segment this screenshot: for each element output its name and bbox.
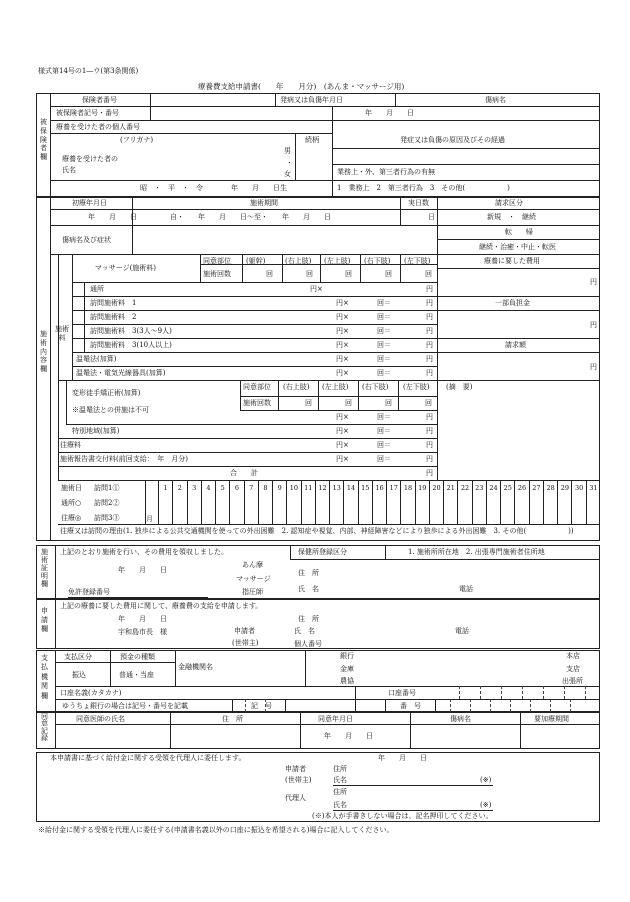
yen-times: 円× (310, 285, 323, 293)
delegation-text: 本申請書に基づく給付金に関する受領を代理人に委任します。 (50, 754, 246, 762)
yen-unit: 円 (426, 413, 433, 421)
remarks-label: (摘 要) (446, 383, 473, 391)
agent-name: 氏名 (333, 801, 347, 809)
calendar-day (586, 480, 600, 524)
cert-name: 氏 名 (298, 585, 319, 593)
calendar-day (571, 480, 585, 524)
digit-separator (564, 686, 565, 699)
digit-separator (480, 686, 481, 699)
calendar-day-number: 16 (375, 484, 384, 492)
times-equals: 回＝ (377, 441, 391, 449)
calendar-day-number: 4 (206, 484, 211, 492)
yen-unit: 円 (426, 299, 433, 307)
calendar-day-number: 3 (192, 484, 197, 492)
birth-date: 昭 ・ 平 ・ 令 年 月 日生 (140, 184, 287, 192)
delegation-seal-1: (※) (480, 776, 492, 784)
delegation-seal-2: (※) (480, 801, 492, 809)
count-unit: 回 (305, 399, 312, 407)
digit-separator (530, 699, 531, 712)
calendar-day (372, 480, 386, 524)
footnote: ※給付金に関する受領を代理人に委任する(申請書名義以外の口座に振込を希望される)場合に記入してください。 (38, 826, 394, 834)
count-unit: 回 (425, 399, 432, 407)
digit-separator (450, 699, 451, 712)
calendar-day (429, 480, 443, 524)
female-label: 女 (284, 170, 291, 178)
yen-unit: 円 (426, 369, 433, 377)
bank-type-bank: 銀行 (340, 652, 354, 660)
sex-separator: ・ (286, 159, 293, 167)
yen-unit: 円 (426, 327, 433, 335)
mayor-address: 宇和島市長 様 (118, 628, 167, 636)
yen-times: 円× (336, 299, 349, 307)
clinic-reg-label: 保健所登録区分 (298, 548, 347, 556)
digit-separator (459, 686, 460, 699)
part-left-leg: (左下肢) (403, 383, 430, 391)
yen-times: 円× (336, 355, 349, 363)
treatment-need-label: 要加療期間 (534, 715, 569, 723)
count-unit: 回 (385, 270, 392, 278)
warm-compress: 温罨法(加算) (76, 355, 117, 363)
calendar-day (457, 480, 471, 524)
days-label: 実日数 (408, 199, 429, 207)
calendar-day-number: 8 (263, 484, 268, 492)
digit-separator (570, 699, 571, 712)
application-text: 上記の療養に要した費用に関して、療養費の支給を申請します。 (60, 602, 263, 610)
calendar-day (543, 480, 557, 524)
yen-times: 円× (336, 441, 349, 449)
calendar-day-number: 26 (517, 484, 527, 492)
calendar-day (301, 480, 315, 524)
count-unit: 回 (425, 270, 432, 278)
yen-unit: 円 (426, 285, 433, 293)
calendar-day (386, 480, 400, 524)
tsuusho-label: 通所 (90, 285, 104, 293)
yen-times: 円× (336, 427, 349, 435)
calendar-day-number: 11 (304, 484, 313, 492)
calendar-day (358, 480, 372, 524)
calendar-day (158, 480, 172, 524)
calendar-day-number: 5 (220, 484, 225, 492)
yen-unit: 円 (426, 441, 433, 449)
part-right-arm: (右上肢) (283, 383, 310, 391)
calendar-day (486, 480, 500, 524)
treatment-count-label: 施術回数 (243, 399, 271, 407)
onset-date-value: 年 月 日 (365, 109, 414, 117)
calendar-day (400, 480, 414, 524)
part-right-arm: (右上肢) (285, 257, 312, 265)
cert-date: 年 月 日 (118, 566, 167, 574)
yen-unit: 円 (426, 341, 433, 349)
calendar-visit1: 訪問1① (94, 484, 120, 492)
times-equals: 回＝ (377, 327, 391, 335)
yen-unit: 円 (426, 355, 433, 363)
insurer-number-label: 保険者番号 (82, 96, 117, 104)
yen-unit: 円 (426, 455, 433, 463)
first-date-label: 初療年月日 (72, 199, 107, 207)
outcome-label: 転 帰 (505, 228, 533, 236)
relation-label: 続柄 (305, 136, 319, 144)
yen-times: 円× (336, 341, 349, 349)
calendar-days (158, 480, 600, 524)
consent-doctor-label: 同意医師の氏名 (76, 715, 125, 723)
calendar-day (286, 480, 300, 524)
consent-part-label: 同意部位 (243, 383, 271, 391)
part-left-arm: (左上肢) (324, 257, 351, 265)
deformity-correction: 変形徒手矯正術(加算) (72, 389, 141, 397)
claim-new-continue: 新規 ・ 継続 (487, 213, 536, 221)
yucho-symbol-label: 記 号 (251, 702, 272, 710)
yen-times: 円× (336, 313, 349, 321)
diagnosis-label: 傷病名及び症状 (62, 236, 111, 244)
times-equals: 回＝ (377, 355, 391, 363)
calendar-day-number: 23 (475, 484, 484, 492)
total-label: 合 計 (230, 469, 258, 477)
calendar-day-number: 10 (289, 484, 299, 492)
cert-address: 住 所 (298, 569, 319, 577)
yen-unit: 円 (590, 278, 597, 286)
delegation-applicant: 申請者 (285, 765, 306, 773)
consent-part-label: 同意部位 (203, 257, 231, 265)
license-number: 免許登録番号 (68, 588, 110, 596)
bank-name-label: 金融機関名 (178, 663, 213, 671)
delegation-householder: (世帯主) (285, 776, 312, 784)
account-number-label: 口座番号 (388, 689, 416, 697)
householder-label: (世帯主) (232, 639, 259, 647)
calendar-day-number: 19 (418, 484, 427, 492)
calendar-day (229, 480, 243, 524)
yucho-number-label: 番 号 (400, 702, 421, 710)
times-equals: 回＝ (377, 413, 391, 421)
count-unit: 回 (306, 270, 313, 278)
bank-type-kinko: 金庫 (340, 665, 354, 673)
agent-address: 住所 (333, 788, 347, 796)
times-equals: 回＝ (377, 313, 391, 321)
calendar-day-number: 22 (460, 484, 470, 492)
calendar-day (258, 480, 272, 524)
calendar-day-number: 1 (163, 484, 168, 492)
visit-fee-1: 訪問施術料 1 (90, 299, 137, 307)
consent-disease-label: 傷病名 (450, 715, 471, 723)
consent-address-label: 住 所 (222, 715, 243, 723)
treatment-count-label: 施術回数 (203, 270, 231, 278)
calendar-day-number: 9 (277, 484, 282, 492)
part-left-arm: (左上肢) (322, 383, 349, 391)
count-unit: 回 (345, 399, 352, 407)
times-equals: 回＝ (377, 369, 391, 377)
calendar-day (315, 480, 329, 524)
calendar-outpatient: 通所○ (61, 499, 82, 507)
special-area: 特別地域(加算) (72, 427, 120, 435)
times-equals: 回＝ (377, 455, 391, 463)
delegation-date: 年 月 日 (378, 754, 427, 762)
report-fee: 施術報告書交付料(前回支給： 年 月分) (60, 455, 188, 463)
form-reference: 様式第14号の1―ウ(第3条関係) (38, 67, 139, 75)
calendar-day-number: 30 (574, 484, 584, 492)
cost-label: 療養に要した費用 (484, 257, 540, 265)
cert-tel: 電話 (459, 585, 473, 593)
calendar-day-number: 31 (589, 484, 598, 492)
applicant-label: 申請者 (234, 627, 255, 635)
copay-label: 一部負担金 (495, 299, 530, 307)
days-unit: 日 (428, 213, 435, 221)
consent-side-label: 同意記録 (41, 712, 48, 743)
claim-type-label: 請求区分 (495, 199, 523, 207)
calendar-head: 施術日 (61, 484, 82, 492)
visit-fee-3b: 訪問施術料 3(10人以上) (90, 341, 172, 349)
payment-side-label: 支払機関欄 (41, 654, 48, 700)
calendar-day (472, 480, 486, 524)
calendar-day-number: 18 (403, 484, 413, 492)
calendar-day (187, 480, 201, 524)
treatment-side-label: 施術内容欄 (40, 330, 47, 373)
calendar-day-number: 15 (361, 484, 370, 492)
payment-method-label: 支払区分 (64, 653, 92, 661)
insured-symbol-label: 被保険者記号・番号 (56, 109, 119, 117)
consent-date-value: 年 月 日 (324, 732, 373, 740)
count-unit: 回 (345, 270, 352, 278)
yen-unit: 円 (426, 469, 433, 477)
form-title: 療養費支給申請書( 年 月分) (あんま・マッサージ用) (198, 82, 405, 91)
clinic-reg-options: 1. 施術所所在地 2. 出張専門施術者住所地 (408, 548, 545, 556)
count-unit: 回 (385, 399, 392, 407)
warm-compress-electric: 温罨法・電気光線器具(加算) (76, 369, 166, 377)
calendar-visit3: 訪問3③ (94, 514, 120, 522)
visit-reason: 往療又は訪問の理由(1. 独歩による公共交通機関を使っての外出困難 2. 認知症や視覚、内部、神経障害などにより独歩による外出困難 3. その他( )) (60, 527, 574, 535)
times-equals: 回＝ (377, 341, 391, 349)
application-side-label: 申請欄 (41, 607, 48, 633)
calendar-day (415, 480, 429, 524)
digit-separator (265, 699, 266, 712)
yen-times: 円× (336, 369, 349, 377)
calendar-day-number: 21 (446, 484, 455, 492)
personal-number-label: 療養を受けた者の個人番号 (56, 123, 140, 131)
claim-amount-label: 請求額 (505, 341, 526, 349)
calendar-day-number: 2 (177, 484, 182, 492)
yen-times: 円× (336, 455, 349, 463)
branch-main: 本店 (566, 652, 580, 660)
delegation-note: (※)本人が手書きしない場合は、記名押印してください。 (312, 812, 493, 820)
insured-section (36, 93, 600, 197)
visit-fee-3a: 訪問施術料 3(3人～9人) (90, 327, 172, 335)
part-left-leg: (左下肢) (404, 257, 431, 265)
calendar-day-number: 24 (489, 484, 498, 492)
applicant-address: 住 所 (298, 615, 319, 623)
massage-label: マッサージ(施術料) (95, 264, 157, 272)
calendar-day (215, 480, 229, 524)
deposit-type: 普通・当座 (119, 671, 154, 679)
delegation-name: 氏名 (333, 776, 347, 784)
period-label: 施術期間 (250, 199, 278, 207)
calendar-month: 月 (146, 515, 153, 523)
visit-fee-2: 訪問施術料 2 (90, 313, 137, 321)
digit-separator (510, 699, 511, 712)
calendar-day-number: 14 (346, 484, 356, 492)
applicant-personal-number: 個人番号 (294, 640, 322, 648)
furigana-label: (フリガナ) (120, 136, 154, 144)
calendar-day-number: 25 (503, 484, 512, 492)
digit-separator (543, 686, 544, 699)
period-value: 自・ 年 月 日～至・ 年 月 日 (170, 213, 331, 221)
yen-unit: 円 (590, 363, 597, 371)
cert-text: 上記のとおり施術を行い、その費用を領収しました。 (60, 548, 228, 556)
calendar-day (557, 480, 571, 524)
calendar-day-number: 28 (546, 484, 555, 492)
yen-times: 円× (336, 327, 349, 335)
insured-side-label: 被保険者欄 (40, 118, 47, 161)
digit-separator (245, 699, 246, 712)
travel-fee: 往療料 (60, 441, 81, 449)
calendar-day-number: 6 (234, 484, 239, 492)
ama-label: あん摩 (242, 561, 263, 569)
calendar-day (343, 480, 357, 524)
calendar-day-number: 29 (560, 484, 569, 492)
calendar-day-number: 13 (332, 484, 341, 492)
digit-separator (585, 686, 586, 699)
calendar-day-number: 7 (249, 484, 254, 492)
digit-separator (470, 699, 471, 712)
injury-options: 1 業務上 2 第三者行為 3 その他( ) (337, 184, 510, 192)
disease-label: 傷病名 (485, 96, 506, 104)
calendar-day-number: 12 (318, 484, 327, 492)
applicant-tel: 電話 (455, 627, 469, 635)
calendar-day (172, 480, 186, 524)
consent-date-label: 同意年月日 (318, 715, 353, 723)
calendar-day (443, 480, 457, 524)
delegation-address: 住所 (333, 765, 347, 773)
fee-side-label: 施術料 (55, 325, 69, 342)
shiatsu-label: 指圧師 (242, 588, 263, 596)
part-trunk: (躯幹) (246, 257, 266, 265)
calendar-day-number: 20 (432, 484, 441, 492)
calendar-day-number: 17 (389, 484, 398, 492)
digit-separator (550, 699, 551, 712)
payment-transfer: 振込 (72, 671, 86, 679)
part-right-leg: (右下肢) (364, 257, 391, 265)
cause-label: 発症又は負傷の原因及びその経過 (400, 136, 505, 144)
calendar-day (329, 480, 343, 524)
times-equals: 回＝ (377, 427, 391, 435)
calendar-visit2: 訪問2② (94, 499, 120, 507)
onset-date-label: 発病又は負傷年月日 (280, 96, 343, 104)
outcome-options: 継続・治癒・中止・転医 (479, 243, 556, 251)
yen-unit: 円 (426, 313, 433, 321)
deformity-note: ※温罨法との併施は不可 (72, 406, 149, 414)
first-date-value: 年 月 日 (88, 213, 137, 221)
yucho-note: ゆうちょ銀行の場合は記号・番号を記載 (62, 702, 188, 710)
yen-unit: 円 (590, 321, 597, 329)
branch-sub: 支店 (566, 665, 580, 673)
digit-separator (522, 686, 523, 699)
bank-type-nokyo: 農協 (340, 677, 354, 685)
calendar-day (529, 480, 543, 524)
count-unit: 回 (266, 270, 273, 278)
account-type-label: 預金の種類 (120, 653, 155, 661)
calendar-day-number: 27 (532, 484, 541, 492)
calendar-day (500, 480, 514, 524)
male-label: 男 (284, 147, 291, 155)
massage-therapist-label: マッサージ (236, 575, 271, 583)
account-holder-label: 口座名義(カタカナ) (60, 689, 122, 697)
yen-times: 円× (336, 413, 349, 421)
part-right-leg: (右下肢) (362, 383, 389, 391)
times-equals: 回＝ (377, 299, 391, 307)
digit-separator (490, 699, 491, 712)
calendar-day (272, 480, 286, 524)
calendar-day (244, 480, 258, 524)
applicant-name: 氏 名 (294, 627, 315, 635)
yen-unit: 円 (426, 427, 433, 435)
agent-label: 代理人 (285, 794, 306, 802)
calendar-travel: 往療◎ (61, 514, 82, 522)
certification-side-label: 施術証明欄 (41, 548, 48, 589)
application-date: 年 月 日 (118, 615, 167, 623)
branch-office: 出張所 (562, 677, 583, 685)
digit-separator (501, 686, 502, 699)
patient-name-label: 療養を受けた者の氏名 (62, 155, 118, 175)
calendar-day (201, 480, 215, 524)
calendar-day (514, 480, 528, 524)
injury-type-label: 業務上・外、第三者行為の有無 (337, 168, 435, 176)
